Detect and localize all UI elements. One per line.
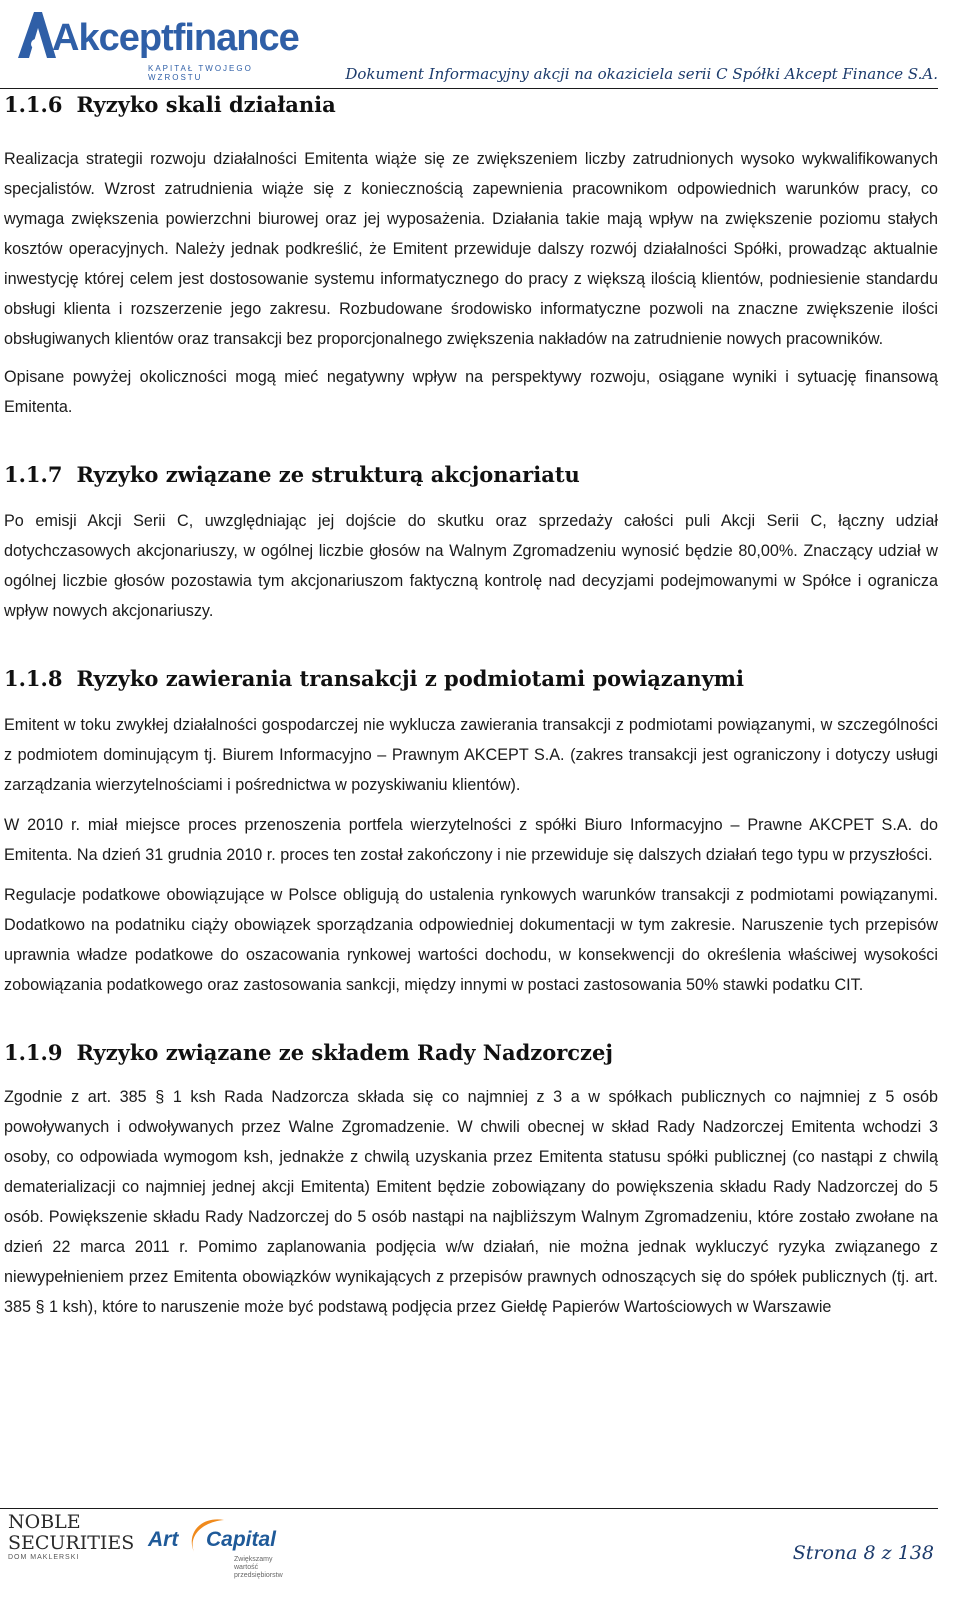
paragraph: W 2010 r. miał miejsce proces przenoszenia portfela wierzytelności z spółki Biuro Informacyjno – Prawne AKCPET S.A. do Emitenta. Na dzień 31 grudnia 2010 r. proces ten został zakończony i nie przewiduje się dalszych działań tego typu w przyszłości. [4,816,938,864]
footer-divider [0,1508,938,1509]
noble-logo-line2: SECURITIES [8,1532,135,1554]
section-heading [4,664,938,694]
page-header [0,0,960,90]
paragraph: Regulacje podatkowe obowiązujące w Polsce obligują do ustalenia rynkowych warunków transakcji z podmiotami powiązanymi. Dodatkowo na podatniku ciąży obowiązek sporządzania odpowiedniej dokumentacji w tym zakresie. Naruszenie tych przepisów uprawnia władze podatkowe do oszacowania rynkowej wartości dochodu, w konsekwencji do określenia właściwej wysokości zobowiązania podatkowego oraz zastosowania sankcji, między innymi w postaci zastosowania 50% stawki podatku CIT. [4,886,938,994]
logo-wordmark: Akceptfinance [52,17,299,59]
paragraph: Emitent w toku zwykłej działalności gospodarczej nie wyklucza zawierania transakcji z podmiotami powiązanymi, w szczególności z podmiotem dominującym tj. Biurem Informacyjno – Prawnym AKCEPT S.A. (zakres transakcji jest ograniczony i dotyczy usługi zarządzania wierzytelnościami i pośrednictwa w pozyskiwaniu klientów). [4,716,938,794]
art-capital-logo [148,1514,298,1579]
section-number: 1.1.8 [4,666,63,691]
noble-logo-line1: NOBLE [8,1511,81,1533]
capital-logo-sub: Zwiększamy wartość przedsiębiorstw [234,1556,283,1579]
paragraph: Zgodnie z art. 385 § 1 ksh Rada Nadzorcza składa się co najmniej z 3 a w spółkach publicznych co najmniej z 5 osób powoływanych i odwoływanych przez Walne Zgromadzenie. W chwili obecnej w skład Rady Nadzorczej Emitenta wchodzi 3 osoby, co odpowiada wymogom ksh, jednakże z chwilą uzyskania przez Emitenta statusu spółki publicznej (co nastąpi z chwilą dematerializacji co najmniej jednej akcji Emitenta) Emitent będzie zobowiązany do powiększenia składu Rady Nadzorczej do 5 osób. Powiększenie składu Rady Nadzorczej do 5 osób nastąpi na najbliższym Walnym Zgromadzeniu, które zostało zwołane na dzień 22 marca 2011 r. Pomimo zaplanowania podjęcia w/w działań, nie można jednak wykluczyć ryzyka związanego z niewypełnieniem przez Emitenta obowiązków wynikających z przepisów prawnych odnoszących się do spółek publicznych (tj. art. 385 § 1 ksh), które to naruszenie może być podstawą podjęcia przez Giełdę Papierów Wartościowych w Warszawie [4,1088,938,1316]
paragraph: Po emisji Akcji Serii C, uwzględniając jej dojście do skutku oraz sprzedaży całości puli Akcji Serii C, łączny udział dotychczasowych akcjonariuszy, w ogólnej liczbie głosów na Walnym Zgromadzeniu wynosić będzie 80,00%. Znaczący udział w ogólnej liczbie głosów pozostawia tym akcjonariuszom faktyczną kontrolę nad decyzjami podejmowanymi w Spółce i ogranicza wpływ nowych akcjonariuszy. [4,512,938,620]
section-number: 1.1.6 [4,92,63,117]
paragraph: Opisane powyżej okoliczności mogą mieć negatywny wpływ na perspektywy rozwoju, osiągane wyniki i sytuację finansową Emitenta. [4,368,938,416]
section-number: 1.1.7 [4,462,63,487]
section-title: Ryzyko zawierania transakcji z podmiotami powiązanymi [76,666,745,691]
art-logo-text: Art [148,1528,179,1551]
capital-logo-text: Capital [206,1528,277,1551]
section-number: 1.1.9 [4,1040,63,1065]
header-divider [0,88,938,89]
document-body [4,90,938,1322]
akceptfinance-logo [14,6,299,82]
paragraph: Realizacja strategii rozwoju działalności Emitenta wiąże się ze zwiększeniem liczby zatrudnionych wysoko wykwalifikowanych specjalistów. Wzrost zatrudnienia wiąże się z koniecznością zapewnienia pracownikom odpowiednich warunków pracy, co wymaga zwiększenia powierzchni biurowej oraz jej wyposażenia. Działania takie mają wpływ na zwiększenie poziomu stałych kosztów operacyjnych. Należy jednak podkreślić, że Emitent przewiduje dalszy rozwój działalności Spółki, prowadząc aktualnie inwestycję której celem jest dostosowanie systemu informatycznego do pracy z większą ilością klientów, podniesienie standardu obsługi klienta i rozszerzenie jego zakresu. Rozbudowane środowisko informatyczne pozwoli na znaczne zwiększenie ilości obsługiwanych klientów oraz transakcji bez proporcjonalnego zwiększenia nakładów na zatrudnienie nowych pracowników. [4,150,938,348]
document-title: Dokument Informacyjny akcji na okaziciela serii C Spółki Akcept Finance S.A. [345,65,938,83]
page-footer [0,1504,960,1606]
logo-tagline: KAPITAŁ TWOJEGO WZROSTU [148,64,253,82]
page-number: Strona 8 z 138 [792,1542,934,1564]
noble-logo-sub: DOM MAKLERSKI [8,1554,80,1561]
noble-securities-logo [8,1512,133,1570]
section-title: Ryzyko skali działania [76,92,336,117]
section-heading [4,90,938,120]
section-title: Ryzyko związane ze składem Rady Nadzorczej [76,1040,613,1065]
section-heading [4,460,938,490]
section-heading [4,1038,938,1068]
section-title: Ryzyko związane ze strukturą akcjonariatu [76,462,580,487]
